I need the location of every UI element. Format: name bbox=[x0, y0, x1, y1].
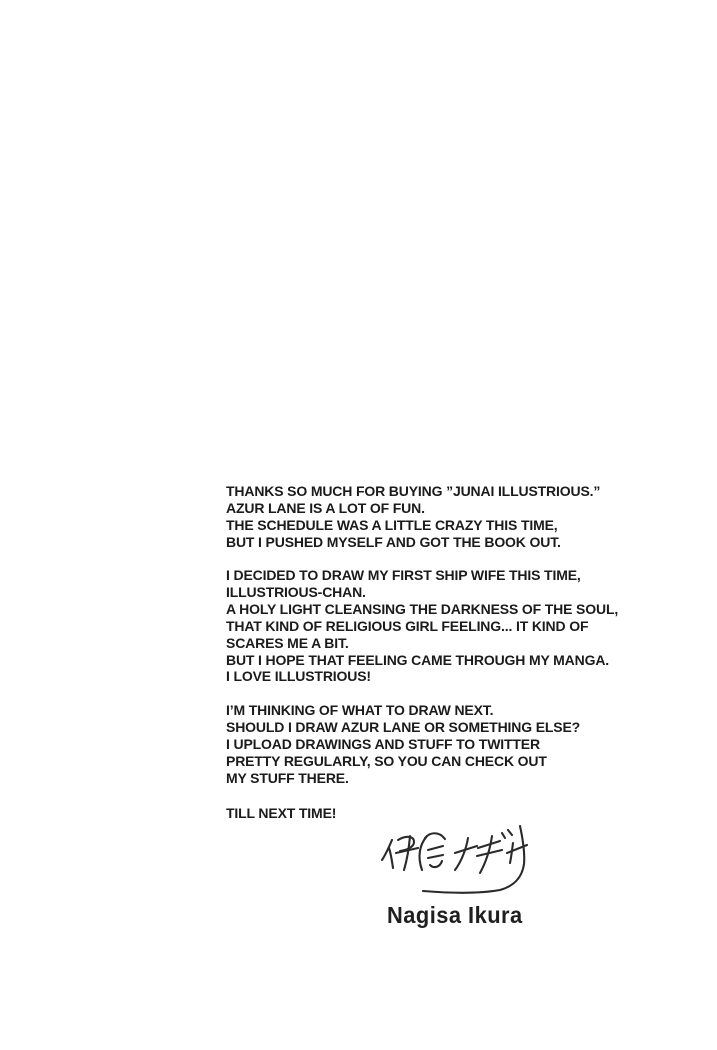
afterword-paragraph-thanks bbox=[226, 483, 600, 551]
handwritten-signature-icon bbox=[368, 820, 538, 905]
text-line: SCARES ME A BIT. bbox=[226, 634, 349, 651]
afterword-paragraph-illustrious bbox=[226, 567, 618, 685]
text-line: A HOLY LIGHT CLEANSING THE DARKNESS OF THE SOUL, bbox=[226, 600, 619, 617]
text-line: BUT I PUSHED MYSELF AND GOT THE BOOK OUT. bbox=[226, 533, 561, 550]
text-line: MY STUFF THERE. bbox=[226, 769, 349, 786]
signature-romanized-name: Nagisa Ikura bbox=[387, 902, 523, 928]
text-line: AZUR LANE IS A LOT OF FUN. bbox=[226, 499, 425, 516]
text-line: PRETTY REGULARLY, SO YOU CAN CHECK OUT bbox=[226, 752, 547, 769]
closing-line: TILL NEXT TIME! bbox=[226, 805, 337, 821]
afterword-paragraph-next-plans bbox=[226, 702, 580, 787]
text-line: THAT KIND OF RELIGIOUS GIRL FEELING... IT KIND OF bbox=[226, 617, 589, 634]
text-line: SHOULD I DRAW AZUR LANE OR SOMETHING ELSE? bbox=[226, 718, 581, 735]
text-line: I’M THINKING OF WHAT TO DRAW NEXT. bbox=[226, 702, 494, 718]
text-line: BUT I HOPE THAT FEELING CAME THROUGH MY MANGA. bbox=[226, 651, 610, 668]
text-line: I DECIDED TO DRAW MY FIRST SHIP WIFE THIS TIME, bbox=[226, 567, 581, 583]
text-line: ILLUSTRIOUS-CHAN. bbox=[226, 583, 366, 600]
text-line: THANKS SO MUCH FOR BUYING ”JUNAI ILLUSTRIOUS.” bbox=[226, 483, 601, 499]
text-line: THE SCHEDULE WAS A LITTLE CRAZY THIS TIME, bbox=[226, 516, 558, 533]
signature-kanji-drawing bbox=[368, 820, 538, 905]
text-line: I UPLOAD DRAWINGS AND STUFF TO TWITTER bbox=[226, 735, 540, 752]
text-line: I LOVE ILLUSTRIOUS! bbox=[226, 668, 371, 685]
